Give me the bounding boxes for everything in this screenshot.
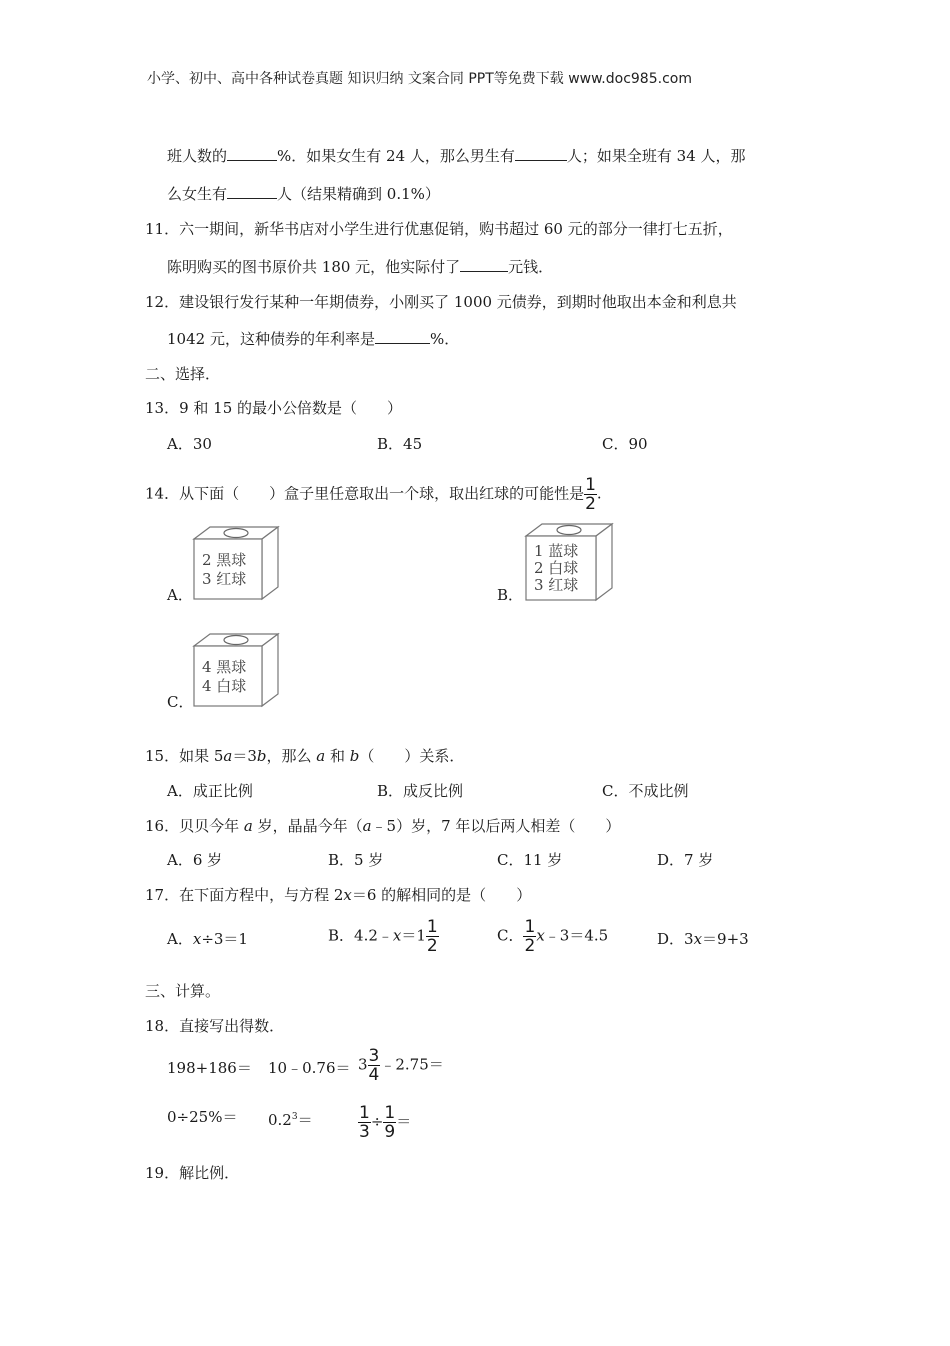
q18-item-3: 3 $\frac{3}{4}$ ﹣2.75＝ (358, 1046, 444, 1085)
q14-option-b-label[interactable]: B． (497, 586, 524, 604)
q18-stem: 18．直接写出得数． (145, 1017, 285, 1035)
answer-blank[interactable] (375, 329, 430, 344)
fraction-three-quarters: $\frac{3}{4}$ (368, 1046, 380, 1085)
q13-option-a[interactable]: A．30 (167, 435, 212, 453)
q17-option-c[interactable]: C． $\frac{1}{2}$ x﹣3＝4.5 (497, 917, 609, 956)
q14-option-a-label[interactable]: A． (167, 586, 193, 604)
fraction-half: $\frac{1}{2}$ (585, 475, 596, 514)
q18-item-4: 0÷25%＝ (167, 1108, 238, 1126)
answer-blank[interactable] (460, 257, 508, 272)
q16-option-b[interactable]: B．5 岁 (328, 851, 384, 869)
fraction-one-ninth: $\frac{1}{9}$ (384, 1103, 396, 1142)
q15-option-b[interactable]: B．成反比例 (377, 782, 464, 800)
q15-stem: 15．如果 5a＝3b，那么 a 和 b（ ）关系． (145, 747, 465, 765)
ball-box-a[interactable] (190, 525, 282, 607)
page-header: 小学、初中、高中各种试卷真题 知识归纳 文案合同 PPT等免费下载 www.doc985.com (147, 71, 692, 87)
box-c-line-2: 4 白球 (202, 677, 247, 695)
q12-line1: 12．建设银行发行某种一年期债券，小刚买了 1000 元债券，到期时他取出本金和利息共 (145, 293, 737, 311)
q16-option-c[interactable]: C．11 岁 (497, 851, 563, 869)
q17-option-b[interactable]: B．4.2﹣x＝1 $\frac{1}{2}$ (328, 917, 438, 956)
q10-line1: 班人数的 %．如果女生有 24 人，那么男生有 人；如果全班有 34 人，那 (167, 147, 746, 165)
q11-line2: 陈明购买的图书原价共 180 元，他实际付了 元钱． (167, 258, 554, 276)
box-c-line-1: 4 黑球 (202, 658, 247, 676)
answer-blank[interactable] (227, 146, 277, 161)
q17-stem: 17．在下面方程中，与方程 2x＝6 的解相同的是（ ） (145, 886, 532, 904)
q18-item-6: $\frac{1}{3}$ ÷ $\frac{1}{9}$ ＝ (359, 1103, 412, 1142)
answer-blank[interactable] (227, 184, 277, 199)
q13-option-b[interactable]: B．45 (377, 435, 423, 453)
q15-option-c[interactable]: C．不成比例 (602, 782, 689, 800)
box-a-line-1: 2 黑球 (202, 551, 247, 569)
answer-blank[interactable] (515, 146, 567, 161)
q16-stem: 16．贝贝今年 a 岁，晶晶今年（a﹣5）岁，7 年以后两人相差（ ） (145, 817, 621, 835)
q17-option-d[interactable]: D．3x＝9+3 (657, 930, 749, 948)
q11-line1: 11．六一期间，新华书店对小学生进行优惠促销，购书超过 60 元的部分一律打七五折， (145, 220, 733, 238)
q12-line2: 1042 元，这种债券的年利率是 %． (167, 330, 460, 348)
box-b-line-2: 2 白球 (534, 559, 579, 577)
q14-option-c-label[interactable]: C． (167, 693, 194, 711)
box-b-line-3: 3 红球 (534, 576, 579, 594)
q14-stem: 14．从下面（ ）盒子里任意取出一个球，取出红球的可能性是 $\frac{1}{2}$ . (145, 475, 602, 514)
fraction-half: $\frac{1}{2}$ (426, 917, 438, 956)
box-a-line-2: 3 红球 (202, 570, 247, 588)
q18-item-1: 198+186＝ (167, 1059, 252, 1077)
q16-option-a[interactable]: A．6 岁 (167, 851, 223, 869)
q18-item-5: $0.2^3=$ (268, 1111, 313, 1129)
q16-option-d[interactable]: D．7 岁 (657, 851, 714, 869)
section-choice-heading: 二、选择． (145, 365, 221, 383)
section-calc-heading: 三、计算。 (145, 982, 221, 1000)
ball-box-c[interactable] (190, 632, 282, 714)
q17-option-a[interactable]: A．x÷3＝1 (167, 930, 248, 948)
q19-stem: 19．解比例． (145, 1164, 240, 1182)
ball-box-b[interactable] (522, 522, 616, 608)
q13-stem: 13．9 和 15 的最小公倍数是（ ） (145, 399, 403, 417)
q10-line2: 么女生有 人（结果精确到 0.1%） (167, 185, 440, 203)
box-b-line-1: 1 蓝球 (534, 542, 579, 560)
fraction-half: $\frac{1}{2}$ (524, 917, 536, 956)
fraction-one-third: $\frac{1}{3}$ (359, 1103, 370, 1142)
q15-option-a[interactable]: A．成正比例 (167, 782, 253, 800)
q18-item-2: 10﹣0.76＝ (268, 1059, 351, 1077)
q13-option-c[interactable]: C．90 (602, 435, 648, 453)
